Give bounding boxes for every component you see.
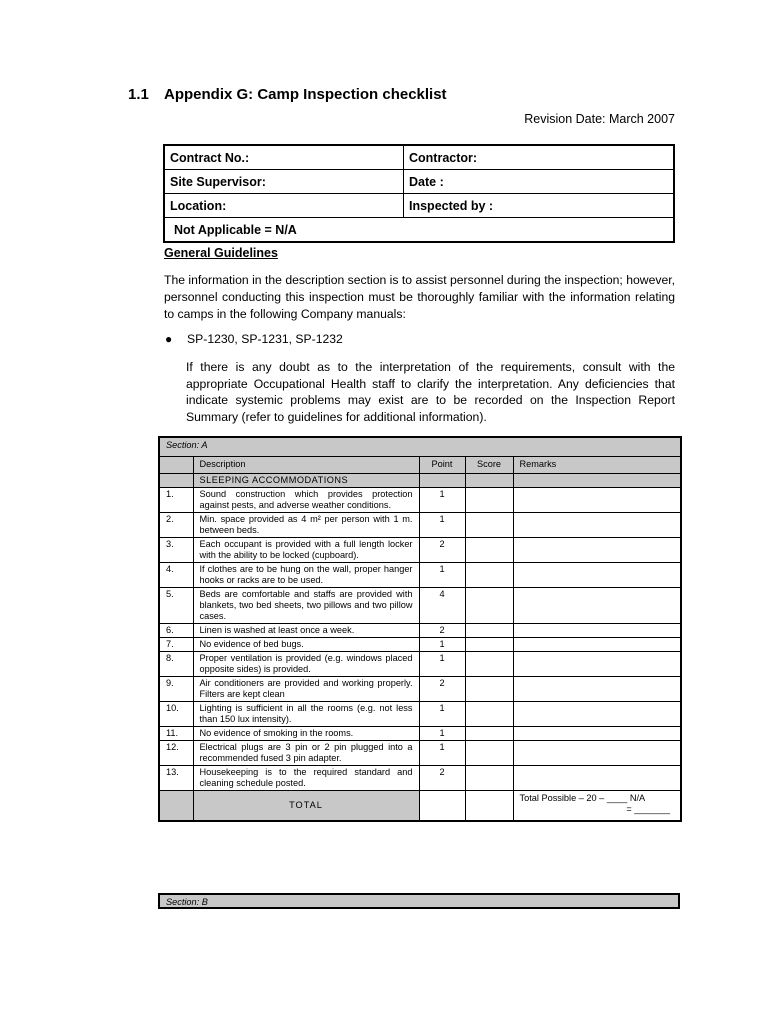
row-description: Lighting is sufficient in all the rooms (e.g. not less than 150 lux intensity). — [193, 702, 419, 727]
row-description: No evidence of bed bugs. — [193, 638, 419, 652]
number-column-header — [159, 457, 193, 474]
location-field[interactable]: Location: — [164, 194, 404, 218]
category-spacer — [159, 474, 193, 488]
row-description: Proper ventilation is provided (e.g. windows placed opposite sides) is provided. — [193, 652, 419, 677]
row-description: No evidence of smoking in the rooms. — [193, 727, 419, 741]
contractor-field[interactable]: Contractor: — [404, 145, 675, 170]
section-b-label: Section: B — [158, 893, 680, 909]
row-point: 2 — [419, 677, 465, 702]
row-point: 4 — [419, 588, 465, 624]
row-description: If clothes are to be hung on the wall, proper hanger hooks or racks are to be used. — [193, 563, 419, 588]
row-point: 2 — [419, 538, 465, 563]
row-score-input[interactable] — [465, 638, 513, 652]
row-point: 2 — [419, 624, 465, 638]
row-point: 1 — [419, 563, 465, 588]
row-description: Beds are comfortable and staffs are provided with blankets, two bed sheets, two pillows and two pillow cases. — [193, 588, 419, 624]
row-remarks-input[interactable] — [513, 741, 681, 766]
table-row — [159, 766, 681, 791]
row-number: 7. — [159, 638, 193, 652]
row-remarks-input[interactable] — [513, 588, 681, 624]
row-number: 10. — [159, 702, 193, 727]
remarks-column-header: Remarks — [513, 457, 681, 474]
total-label: TOTAL — [193, 791, 419, 821]
point-column-header: Point — [419, 457, 465, 474]
row-point: 1 — [419, 638, 465, 652]
category-label: SLEEPING ACCOMMODATIONS — [193, 474, 419, 488]
description-column-header: Description — [193, 457, 419, 474]
table-row — [159, 624, 681, 638]
bullet-dot-icon: ● — [165, 332, 173, 346]
row-score-input[interactable] — [465, 563, 513, 588]
table-row — [159, 538, 681, 563]
table-row — [159, 488, 681, 513]
row-score-input[interactable] — [465, 727, 513, 741]
row-number: 3. — [159, 538, 193, 563]
category-point-cell — [419, 474, 465, 488]
row-point: 1 — [419, 741, 465, 766]
row-description: Each occupant is provided with a full length locker with the ability to be locked (cupboard). — [193, 538, 419, 563]
row-number: 11. — [159, 727, 193, 741]
table-row — [159, 513, 681, 538]
row-remarks-input[interactable] — [513, 538, 681, 563]
row-description: Sound construction which provides protection against pests, and adverse weather conditions. — [193, 488, 419, 513]
row-score-input[interactable] — [465, 624, 513, 638]
row-remarks-input[interactable] — [513, 513, 681, 538]
date-field[interactable]: Date : — [404, 170, 675, 194]
row-remarks-input[interactable] — [513, 638, 681, 652]
row-remarks-input[interactable] — [513, 677, 681, 702]
site-supervisor-field[interactable]: Site Supervisor: — [164, 170, 404, 194]
row-number: 5. — [159, 588, 193, 624]
revision-date: Revision Date: March 2007 — [524, 112, 675, 126]
inspection-info-table — [163, 144, 675, 243]
table-row — [159, 702, 681, 727]
table-row — [159, 588, 681, 624]
section-a-checklist — [158, 436, 682, 822]
inspected-by-field[interactable]: Inspected by : — [404, 194, 675, 218]
manuals-list-item: SP-1230, SP-1231, SP-1232 — [187, 332, 343, 346]
row-point: 2 — [419, 766, 465, 791]
row-number: 13. — [159, 766, 193, 791]
table-row — [159, 741, 681, 766]
row-number: 2. — [159, 513, 193, 538]
row-number: 12. — [159, 741, 193, 766]
row-score-input[interactable] — [465, 677, 513, 702]
heading-title: Appendix G: Camp Inspection checklist — [164, 86, 447, 103]
table-row — [159, 727, 681, 741]
table-row — [159, 677, 681, 702]
row-description: Linen is washed at least once a week. — [193, 624, 419, 638]
row-score-input[interactable] — [465, 513, 513, 538]
row-number: 6. — [159, 624, 193, 638]
row-number: 8. — [159, 652, 193, 677]
score-column-header: Score — [465, 457, 513, 474]
row-remarks-input[interactable] — [513, 766, 681, 791]
table-row — [159, 652, 681, 677]
row-score-input[interactable] — [465, 652, 513, 677]
row-description: Electrical plugs are 3 pin or 2 pin plugged into a recommended fused 3 pin adapter. — [193, 741, 419, 766]
row-point: 1 — [419, 727, 465, 741]
section-a-label: Section: A — [159, 437, 681, 457]
total-score-cell[interactable] — [465, 791, 513, 821]
row-score-input[interactable] — [465, 702, 513, 727]
document-heading — [128, 86, 447, 103]
contract-no-field[interactable]: Contract No.: — [164, 145, 404, 170]
table-row — [159, 638, 681, 652]
row-remarks-input[interactable] — [513, 652, 681, 677]
row-point: 1 — [419, 652, 465, 677]
total-possible-line2: = _______ — [626, 804, 670, 814]
table-row — [159, 563, 681, 588]
row-point: 1 — [419, 488, 465, 513]
row-remarks-input[interactable] — [513, 488, 681, 513]
row-score-input[interactable] — [465, 488, 513, 513]
row-remarks-input[interactable] — [513, 624, 681, 638]
row-number: 9. — [159, 677, 193, 702]
row-score-input[interactable] — [465, 588, 513, 624]
total-possible[interactable] — [513, 791, 681, 821]
not-applicable-note: Not Applicable = N/A — [164, 218, 674, 243]
guidelines-title: General Guidelines — [164, 246, 278, 260]
row-description: Air conditioners are provided and working properly. Filters are kept clean — [193, 677, 419, 702]
row-number: 1. — [159, 488, 193, 513]
row-score-input[interactable] — [465, 741, 513, 766]
category-remarks-cell — [513, 474, 681, 488]
row-remarks-input[interactable] — [513, 727, 681, 741]
total-possible-line1: Total Possible – 20 – ____ N/A — [519, 793, 646, 803]
category-score-cell — [465, 474, 513, 488]
checklist-rows — [159, 488, 681, 791]
row-score-input[interactable] — [465, 538, 513, 563]
row-description: Min. space provided as 4 m² per person with 1 m. between beds. — [193, 513, 419, 538]
row-number: 4. — [159, 563, 193, 588]
row-remarks-input[interactable] — [513, 563, 681, 588]
row-description: Housekeeping is to the required standard and cleaning schedule posted. — [193, 766, 419, 791]
row-score-input[interactable] — [465, 766, 513, 791]
row-point: 1 — [419, 513, 465, 538]
guidelines-paragraph-2: If there is any doubt as to the interpretation of the requirements, consult with the appropriate Occupational Health staff to clarify the interpretation. Any deficiencies that indicate systemic problems may exist are to be recorded on the Inspection Report Summary (refer to guidelines for additional information). — [186, 360, 675, 424]
row-point: 1 — [419, 702, 465, 727]
guidelines-paragraph: The information in the description section is to assist personnel during the inspection; however, personnel conducting this inspection must be thoroughly familiar with the information relating to camps in the following Company manuals: — [164, 273, 675, 321]
total-spacer — [159, 791, 193, 821]
heading-number: 1.1 — [128, 86, 149, 103]
total-point-cell — [419, 791, 465, 821]
row-remarks-input[interactable] — [513, 702, 681, 727]
